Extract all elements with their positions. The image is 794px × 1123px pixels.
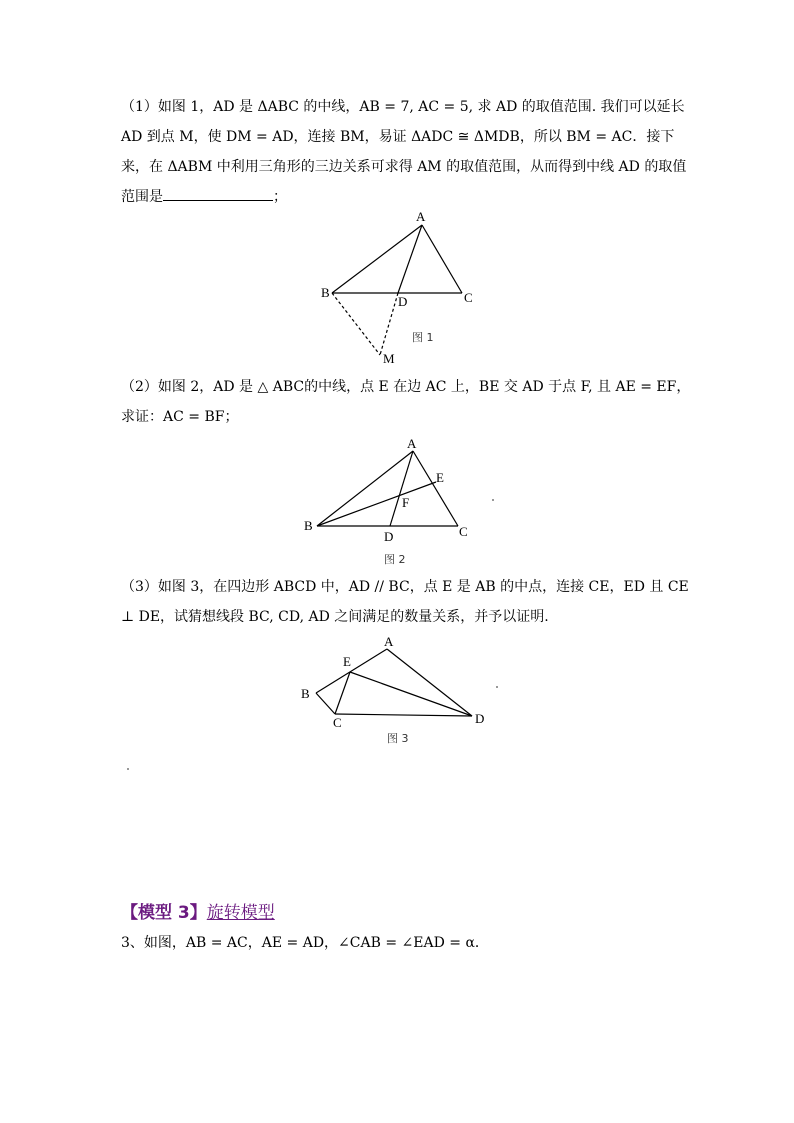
label-c: C	[464, 290, 473, 305]
segment-ce	[335, 672, 350, 714]
figure-1	[310, 205, 490, 370]
segment-bm	[332, 293, 380, 355]
figure-3	[295, 632, 500, 752]
label-b: B	[321, 285, 330, 300]
segment-bc	[316, 693, 335, 714]
segment-ad	[398, 225, 422, 293]
segment-ab	[316, 649, 387, 693]
figure-2	[300, 435, 500, 570]
stray-mark	[496, 686, 498, 688]
problem-1-text	[121, 92, 691, 212]
problem-1-body: （1）如图 1，AD 是 ΔABC 的中线，AB = 7, AC = 5, 求 AD 的取值范围. 我们可以延长 AD 到点 M，使 DM = AD，连接 BM，易证 ΔADC ≅ ΔMDB，所以 BM = AC．接下来，在 ΔABM 中利用三角形的三边关系可求得 AM 的取值范围，从而得到中线 AD 的取值范围是	[121, 99, 687, 205]
segment-dm	[380, 293, 398, 355]
problem-2-body: （2）如图 2，AD 是 △ ABC的中线，点 E 在边 AC 上，BE 交 AD 于点 F, 且 AE = EF，求证：AC = BF；	[121, 379, 691, 425]
label-c: C	[333, 715, 342, 730]
figure-2-caption: 图 2	[384, 553, 406, 566]
problem-3-statement-text: 3、如图，AB = AC，AE = AD，∠CAB = ∠EAD = α．	[121, 935, 489, 951]
label-d: D	[398, 294, 408, 309]
figure-1-caption: 图 1	[412, 331, 434, 344]
segment-ac	[422, 225, 462, 293]
problem-3-text	[121, 572, 691, 632]
answer-blank[interactable]	[163, 186, 273, 201]
section-title: 模型 3	[138, 903, 190, 923]
label-c: C	[459, 524, 468, 539]
segment-ab	[317, 451, 413, 526]
label-d: D	[384, 529, 394, 544]
problem-1-tail: ；	[273, 189, 287, 205]
label-e: E	[436, 470, 444, 485]
segment-ad	[390, 451, 413, 526]
segment-be	[317, 482, 436, 526]
label-d: D	[475, 711, 485, 726]
figure-3-caption: 图 3	[387, 732, 409, 745]
label-b: B	[301, 686, 310, 701]
label-e: E	[343, 654, 351, 669]
bracket-close: 】	[189, 903, 207, 923]
label-m: M	[383, 351, 395, 366]
segment-ad	[387, 649, 472, 716]
label-a: A	[416, 209, 426, 224]
bracket-open: 【	[121, 903, 138, 923]
segment-cd	[335, 714, 472, 716]
stray-mark	[127, 768, 129, 770]
label-a: A	[407, 436, 417, 451]
section-heading	[121, 898, 275, 923]
label-a: A	[384, 634, 394, 649]
segment-ab	[332, 225, 422, 293]
label-f: F	[402, 495, 410, 510]
problem-3-body: （3）如图 3，在四边形 ABCD 中，AD // BC，点 E 是 AB 的中点，连接 CE，ED 且 CE ⊥ DE，试猜想线段 BC, CD, AD 之间满足的数量关系，并予以证明.	[121, 579, 689, 625]
problem-2-text	[121, 372, 691, 432]
problem-3-statement	[121, 928, 691, 958]
stray-mark	[492, 499, 494, 501]
section-subtitle: 旋转模型	[206, 903, 275, 923]
segment-ed	[350, 672, 472, 716]
label-b: B	[304, 518, 313, 533]
